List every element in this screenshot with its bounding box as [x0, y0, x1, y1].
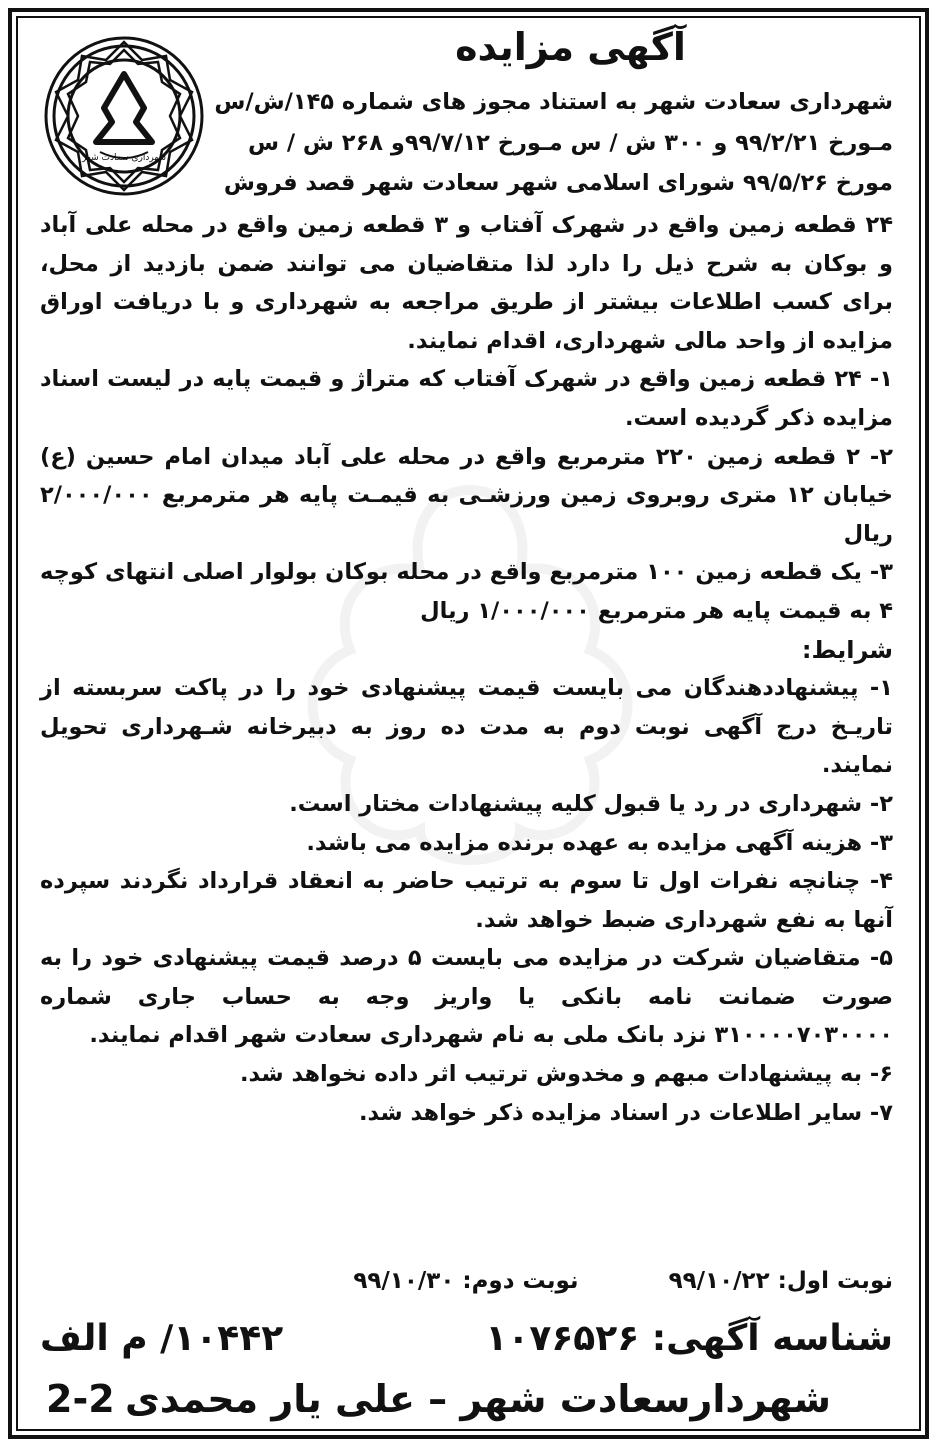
second-round-date: نوبت دوم: ۹۹/۱۰/۳۰ — [353, 1268, 579, 1294]
condition-5: ۵- متقاضیان شرکت در مزایده می بایست ۵ درصد قیمت پیشنهادی خود را به صورت ضمانت نامه بانکی یا واریز وجه به حساب جاری شماره ۳۱۰۰۰۰۷۰۳۰۰۰۰ نزد بانک ملی به نام شهرداری سعادت شهر اقدام نمایند. — [40, 945, 893, 1049]
publication-dates — [160, 1262, 893, 1300]
ad-code: ۱۰۴۴۲/ م الف — [40, 1318, 284, 1359]
condition-6: ۶- به پیشنهادات مبهم و مخدوش ترتیب اثر داده نخواهد شد. — [239, 1061, 893, 1088]
first-round-date: نوبت اول: ۹۹/۱۰/۲۲ — [668, 1268, 893, 1294]
condition-7: ۷- سایر اطلاعات در اسناد مزایده ذکر خواهد شد. — [359, 1099, 893, 1126]
logo-text: شهرداری سعادت شهر — [81, 153, 167, 163]
condition-4: ۴- چنانچه نفرات اول تا سوم به ترتیب حاضر به انعقاد قرارداد نگردند سپرده آنها به نفع شهرداری ضبط خواهد شد. — [40, 868, 893, 933]
part-number: 2-2 — [46, 1377, 115, 1421]
condition-3: ۳- هزینه آگهی مزایده به عهده برنده مزایده می باشد. — [306, 829, 893, 856]
notice-intro: شهرداری سعادت شهر به استناد مجوز های شماره ۱۴۵/ش/س مـورخ ۹۹/۲/۲۱ و ۳۰۰ ش / س مـورخ ۹۹/۷/۱۲و ۲۶۸ ش / س مورخ ۹۹/۵/۲۶ شورای اسلامی شهر سعادت شهر قصد فروش — [214, 89, 893, 196]
conditions-heading: شرایط: — [801, 635, 893, 664]
ad-identifier: شناسه آگهی: ۱۰۷۶۵۲۶ — [485, 1318, 893, 1359]
item-2: ۲- ۲ قطعه زمین ۲۲۰ مترمربع واقع در محله علی آباد میدان امام حسین (ع) خیابان ۱۲ متری روبروی زمین ورزشـی به قیمـت پایه هر مترمربع ۲/۰۰۰/۰۰۰ ریال — [40, 443, 894, 547]
item-3: ۳- یک قطعه زمین ۱۰۰ مترمربع واقع در محله بوکان بولوار اصلی انتهای کوچه ۴ به قیمت پایه هر مترمربع ۱/۰۰۰/۰۰۰ ریال — [40, 559, 893, 624]
condition-2: ۲- شهرداری در رد یا قبول کلیه پیشنهادات مختار است. — [289, 790, 893, 817]
notice-title: آگهی مزایده — [455, 25, 686, 69]
mayor-signature: شهردارسعادت شهر – علی یار محمدی — [124, 1377, 831, 1421]
item-1: ۱- ۲۴ قطعه زمین واقع در شهرک آفتاب که متراژ و قیمت پایه در لیست اسناد مزایده ذکر گردیده است. — [40, 366, 894, 431]
intro-continuation: ۲۴ قطعه زمین واقع در شهرک آفتاب و ۳ قطعه زمین واقع در محله علی آباد و بوکان به شرح ذیل را دارد لذا متقاضیان می توانند ضمن بازدید از محل، برای کسب اطلاعات بیشتر از طریق مراجعه به شهرداری و با دریافت اوراق مزایده از واحد مالی شهرداری، اقدام نمایند. — [40, 212, 893, 354]
municipality-logo-icon — [40, 32, 208, 200]
notice-body — [40, 206, 893, 1132]
condition-1: ۱- پیشنهاددهندگان می بایست قیمت پیشنهادی خود را در پاکت سربسته از تاریـخ درج آگهی نوبت دوم به مدت ده روز به دبیرخانه شـهرداری تحویل نمایند. — [40, 675, 893, 779]
